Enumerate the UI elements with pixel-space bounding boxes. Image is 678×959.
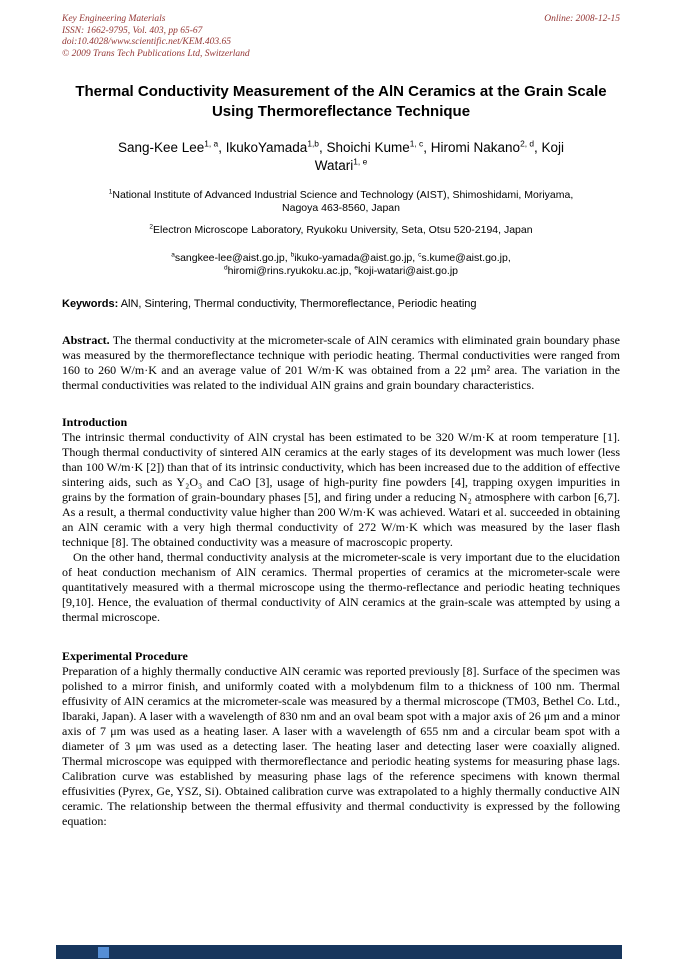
issn-line: ISSN: 1662-9795, Vol. 403, pp 65-67 xyxy=(62,25,203,36)
authors-line xyxy=(116,139,566,175)
affiliation-marker: 1 xyxy=(108,188,113,196)
author: Hiromi Nakano$^{2, d}$, xyxy=(430,138,538,155)
introduction-paragraph-2: On the other hand, thermal conductivity analysis at the micrometer-scale is very important due to the elucidation of heat conduction mechanism of AlN ceramics. Thermal properties of ceramics at the micrometer-scale were quantitatively measured with a thermal microscope using the thermo-reflectance and periodic heating techniques [9,10]. Hence, the evaluation of thermal conductivity of AlN ceramics at the grain-scale was attempted by using a thermal microscope. xyxy=(62,550,620,624)
section-heading-experimental-procedure: Experimental Procedure xyxy=(62,649,188,663)
keywords-line xyxy=(62,297,620,311)
doi-line: doi:10.4028/www.scientific.net/KEM.403.65 xyxy=(62,37,231,47)
author-email: $^b$ikuko-yamada@aist.go.jp, xyxy=(290,251,416,264)
author: Shoichi Kume$^{1, c}$, xyxy=(326,138,428,155)
author-email: $^a$sangkee-lee@aist.go.jp, xyxy=(171,251,288,264)
author-affiliation-marker: 1, e xyxy=(353,156,368,167)
author-affiliation-marker: 2, d xyxy=(520,138,535,149)
paper-title: Thermal Conductivity Measurement of the AlN Ceramics at the Grain Scale Using Thermoreflectance Technique xyxy=(75,83,607,120)
journal-header xyxy=(62,14,620,60)
affiliation-marker: 2 xyxy=(149,223,154,231)
online-date: Online: 2008-12-15 xyxy=(544,14,620,24)
author-affiliation-marker: 1, c xyxy=(409,138,424,149)
experimental-paragraph-1: Preparation of a highly thermally conductive AlN ceramic was reported previously [8]. Surface of the specimen was polished to a mirror finish, and uniformly coated with a molybdenum film to a thickness of 100 nm. Thermal effusivity of AlN ceramics at the micrometer-scale was measured by a thermal microscope (TM03, Bethel Co. Ltd., Ibaraki, Japan). A laser with a wavelength of 830 nm and an oval beam spot with a major axis of 26 μm and a minor axis of 7 μm was used as a heating laser. A laser with a wavelength of 655 nm and a circular beam spot with a diameter of 3 μm was used as a detecting laser. The heating laser and detecting laser were coaxially aligned. Thermal microscope was equipped with thermoreflectance and periodic heating systems for measuring phase lags. Calibration curve was established by measuring phase lags of the reference specimens with known thermal effusivities (Pyrex, Ge, YSZ, Si). Obtained calibration curve was extrapolated to a highly thermally conductive AlN ceramic. The relationship between the thermal effusivity and thermal conductivity is expressed by the following equation: xyxy=(62,664,620,828)
keywords-text: AlN, Sintering, Thermal conductivity, Thermoreflectance, Periodic heating xyxy=(120,298,477,310)
affiliation-2: $^2$Electron Microscope Laboratory, Ryukoku University, Seta, Otsu 520-2194, Japan xyxy=(149,223,533,236)
introduction-paragraph-1: The intrinsic thermal conductivity of AlN crystal has been estimated to be 320 W/m·K at room temperature [1]. Though thermal conductivity of sintered AlN ceramics at the early stages of its development was much lower (less than 100 W/m·K [2]) than that of its intrinsic conductivity, which has been increased due to the addition of effective sintering aids, such as Y₂O₃ and CaO [3], usage of high-purity fine powders [4], trapping oxygen impurities in grains by the formation of grain-boundary phases [5], and firing under a reducing N₂ atmosphere with carbon [6,7]. As a result, a thermal conductivity value higher than 200 W/m·K was achieved. Watari et al. succeeded in obtaining an AlN ceramic with a very high thermal conductivity of 272 W/m·K which was measured by the laser flash technique [8]. The obtained conductivity was a measure of macroscopic property. xyxy=(62,430,620,549)
copyright-line: © 2009 Trans Tech Publications Ltd, Switzerland xyxy=(62,48,250,59)
author-affiliation-marker: 1, a xyxy=(204,138,219,149)
section-heading-introduction: Introduction xyxy=(62,415,128,429)
author-affiliation-marker: 1,b xyxy=(307,138,319,149)
author: Sang-Kee Lee$^{1, a}$, xyxy=(117,138,222,155)
journal-name: Key Engineering Materials xyxy=(62,14,166,24)
author-emails-line xyxy=(141,252,541,278)
keywords-label: Keywords: xyxy=(62,298,119,310)
author: Koji Watari$^{1, e}$ xyxy=(314,140,565,173)
affiliation-1: $^1$National Institute of Advanced Industrial Science and Technology (AIST), Shimoshidami, Moriyama, Nagoya 463-8560, Japan xyxy=(108,188,574,214)
footer-bar xyxy=(56,945,622,959)
footer-accent-square xyxy=(98,947,109,958)
author-email: $^c$s.kume@aist.go.jp, xyxy=(418,251,511,264)
abstract-label: Abstract. xyxy=(62,333,110,347)
author-email: $^d$hiromi@rins.ryukoku.ac.jp, xyxy=(224,264,352,277)
abstract-paragraph xyxy=(62,333,620,393)
abstract-text: The thermal conductivity at the micrometer-scale of AlN ceramics with eliminated grain boundary phase was measured by the thermoreflectance technique with periodic heating. Thermal conductivities were ranged from 160 to 260 W/m·K and an average value of 201 W/m·K was obtained from a 22 μm² area. The variation in the thermal conductivities was related to the individual AlN grains and grain boundary characteristics. xyxy=(62,333,620,392)
author: IkukoYamada$^{1,b}$, xyxy=(225,138,323,155)
author-email: $^e$koji-watari@aist.go.jp xyxy=(354,264,458,277)
